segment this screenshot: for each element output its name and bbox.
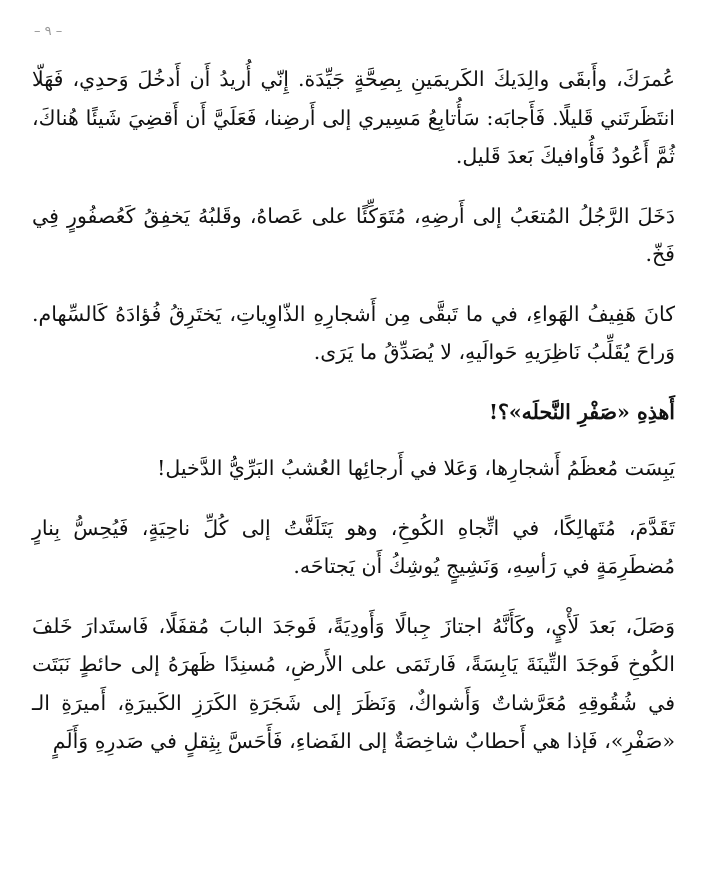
paragraph-5: يَبِسَت مُعظَمُ أَشجارِها، وَعَلا في أَرجائِها العُشبُ البَرِّيُّ الدَّخيل! xyxy=(157,456,675,480)
paragraph-7: وَصَلَ، بَعدَ لَأْيٍ، وكَأَنَّهُ اجتازَ جِبالًا وَأَودِيَةً، فَوجَدَ البابَ مُقفَلًا، فَاستَدارَ خَلفَ الكُوخِ فَوجَدَ التِّينَةَ يَابِسَةً، فَارتَمَى على الأَرضِ، مُسنِدًا ظَهرَهُ إلى حائطٍ نَبَتَت في شُقُوقِهِ مُعَرَّشاتٌ وَأَشواكٌ، وَنَظَرَ إلى شَجَرَةِ الكَرَزِ الكَبيرَةِ، أَميرَةِ الـ «صَفْرِ»، فَإذا هي أَحطابٌ شاخِصَةٌ إلى الفَضاءِ، فَأَحَسَّ بِثِقلٍ في صَدرِهِ وَأَلَمٍ xyxy=(32,613,675,753)
paragraph-1: عُمرَكَ، وأَبقَى والِدَيكَ الكَريمَينِ بِصِحَّةٍ جَيِّدَة. إِنّي أُريدُ أَن أَدخُلَ وَحدِي، فَهَلّا انتَظَرتَني قَليلًا. فَأَجابَه: سَأُتابِعُ مَسِيري إلى أَرضِنا، فَعَلَيَّ أَن أَقضِيَ شَيئًا هُناكَ، ثُمَّ أَعُودُ فَأُوافيكَ بَعدَ قَليل. xyxy=(32,67,675,168)
page-number: – ٩ – xyxy=(34,24,63,39)
page-body xyxy=(32,60,675,782)
paragraph-6: تَقَدَّمَ، مُتَهالِكًا، في اتِّجاهِ الكُوخِ، وهو يَتَلَفَّتُ إلى كُلِّ ناحِيَةٍ، فَيُحِسُّ بِنارٍ مُضطَرِمَةٍ في رَأسِهِ، وَنَشِيجٍ يُوشِكُ أَن يَجتاحَه. xyxy=(32,515,675,578)
paragraph-3: كانَ هَفِيفُ الهَواءِ، في ما تَبقَّى مِن أَشجارِهِ الذّاوِياتِ، يَختَرِقُ فُؤادَهُ كَالسِّهام. وَراحَ يُقَلِّبُ نَاظِرَيهِ حَوالَيهِ، لا يُصَدِّقُ ما يَرَى. xyxy=(32,301,675,364)
paragraph-2: دَخَلَ الرَّجُلُ المُتعَبُ إلى أَرضِهِ، مُتَوَكِّئًا على عَصاهُ، وقَلبُهُ يَخفِقُ كَعُصفُورٍ فِي فَخّ. xyxy=(32,203,675,266)
paragraph-4: أَهذِهِ «صَفْرِ النَّحلَه»؟! xyxy=(488,399,675,424)
